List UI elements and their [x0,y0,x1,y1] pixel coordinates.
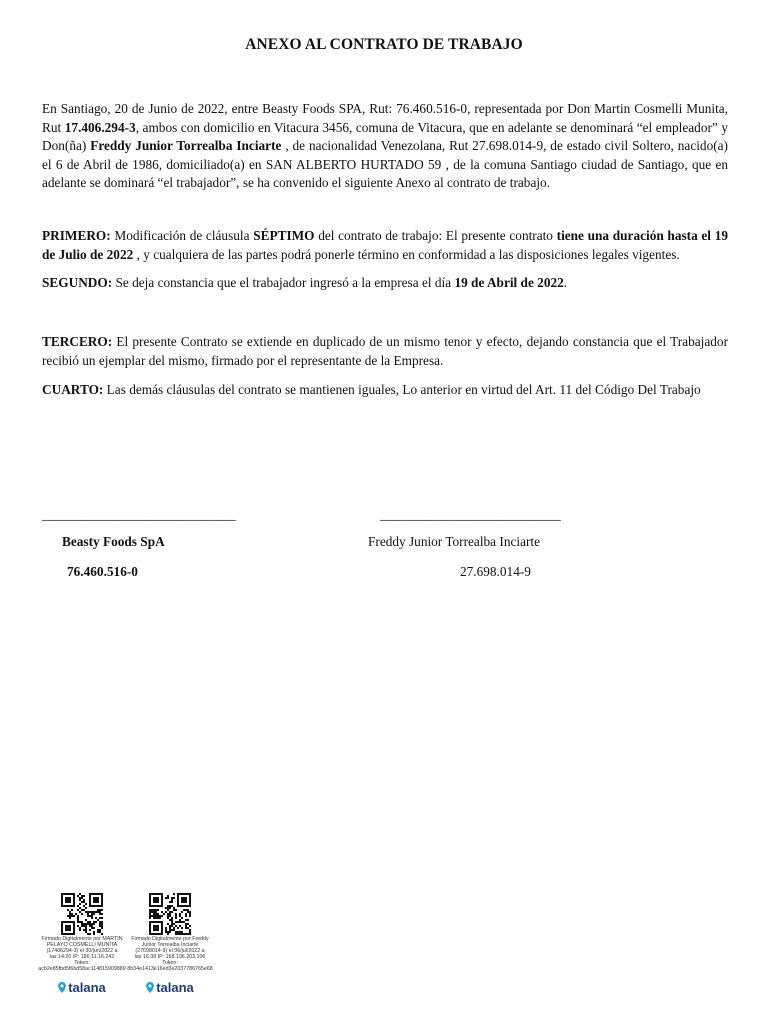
location-pin-icon [58,982,66,993]
stamp-line: las 16:38 IP: 168.196.203.106 [134,954,206,961]
stamp-line: Firmado Digitalmente por Freddy [131,936,209,942]
intro-text-1: En Santiago, 20 de Junio de 2022, entre Beasty Foods SPA, Rut: 76.460.516-0, representada por Don Martin Cosmelli Munita, Rut [42,101,728,135]
clause-text: . [563,275,568,290]
document-title: ANEXO AL CONTRATO DE TRABAJO [245,36,523,53]
qr-code-icon [149,893,191,935]
talana-logo [122,980,218,995]
worker-name: Freddy Junior Torrealba Inciarte [368,534,540,549]
clause-text: Las demás cláusulas del contrato se mantienen iguales, Lo anterior en virtud del Art. 11 del Código Del Trabajo [103,382,701,397]
stamp-token: 8b34e1413e16ed3e2037786765e68 [127,966,213,973]
stamp-token: acb2e85fbd5f6bd58ac114815909889 [38,966,126,973]
worker-signature-line: ____________________________ [380,507,561,522]
clause-segundo [42,274,728,293]
stamp-line: Token: [162,960,178,967]
stamp-line: Token: [74,960,90,967]
stamp-line: (17406294-3) el 30/jun/2022 a [46,948,118,955]
representative-rut: 17.406.294-3 [64,119,136,135]
clause-label: SEGUNDO: [42,275,113,290]
stamp-line: (27698014-9) el 06/jul/2022 a [135,948,205,955]
clause-text: Se deja constancia que el trabajador ingresó a la empresa el día [112,275,455,290]
employer-name: Beasty Foods SpA [62,534,165,549]
clause-label: CUARTO: [42,382,104,397]
stamp-text [34,936,130,973]
clause-text: , y cualquiera de las partes podrá ponerle término en conformidad a las disposiciones legales vigentes. [133,246,680,262]
worker-digital-signature-stamp [122,893,218,995]
worker-rut: 27.698.014-9 [460,564,531,579]
brand-name: talana [156,979,194,995]
clause-number: SÉPTIMO [253,228,315,243]
stamp-line: Firmado Digitalmente por MARTIN [41,936,123,942]
intro-text-2: , ambos con domicilio en Vitacura 3456, comuna de Vitacura, que en adelante se denominará “el empleador” y Don(ña) [42,119,728,153]
location-pin-icon [146,982,154,993]
intro-paragraph [42,100,728,193]
contract-duration: tiene una duración hasta el 19 de Julio de 2022 [42,228,728,262]
brand-name: talana [68,979,106,995]
employer-digital-signature-stamp [34,893,130,995]
intro-text-3: , de nacionalidad Venezolana, Rut 27.698.014-9, de estado civil Soltero, nacido(a) el 6 de Abril de 1986, domiciliado(a) en SAN ALBERTO HURTADO 59 , de la comuna Santiago ciudad de Santiago, que en adelante se dominará “el trabajador”, se ha convenido el siguiente Anexo al contrato de trabajo. [42,138,728,190]
clause-primero [42,227,728,264]
talana-logo [34,980,130,995]
qr-code-icon [61,893,103,935]
worker-name-bold: Freddy Junior Torrealba Inciarte [90,138,282,153]
stamp-line: las 14:20 IP: 186.11.16.242 [49,954,115,961]
stamp-line: Junior Torrealba Inciarte [141,942,199,949]
employer-signature-line: ______________________________ [42,507,236,522]
clause-tercero [42,333,728,370]
clause-label: TERCERO: [42,334,113,349]
clause-text: del contrato de trabajo: El presente contrato [314,228,557,243]
clause-text: El presente Contrato se extiende en duplicado de un mismo tenor y efecto, dejando constancia que el Trabajador recibió un ejemplar del mismo, firmado por el representante de la Empresa. [42,334,728,368]
clause-cuarto [42,381,728,400]
stamp-line: PELAYO COSMELLI MUNITA [46,942,118,949]
stamp-text [122,936,218,973]
employer-rut: 76.460.516-0 [67,564,138,579]
clause-label: PRIMERO: [42,228,111,243]
clause-text: Modificación de cláusula [110,228,254,243]
start-date: 19 de Abril de 2022 [454,275,564,290]
